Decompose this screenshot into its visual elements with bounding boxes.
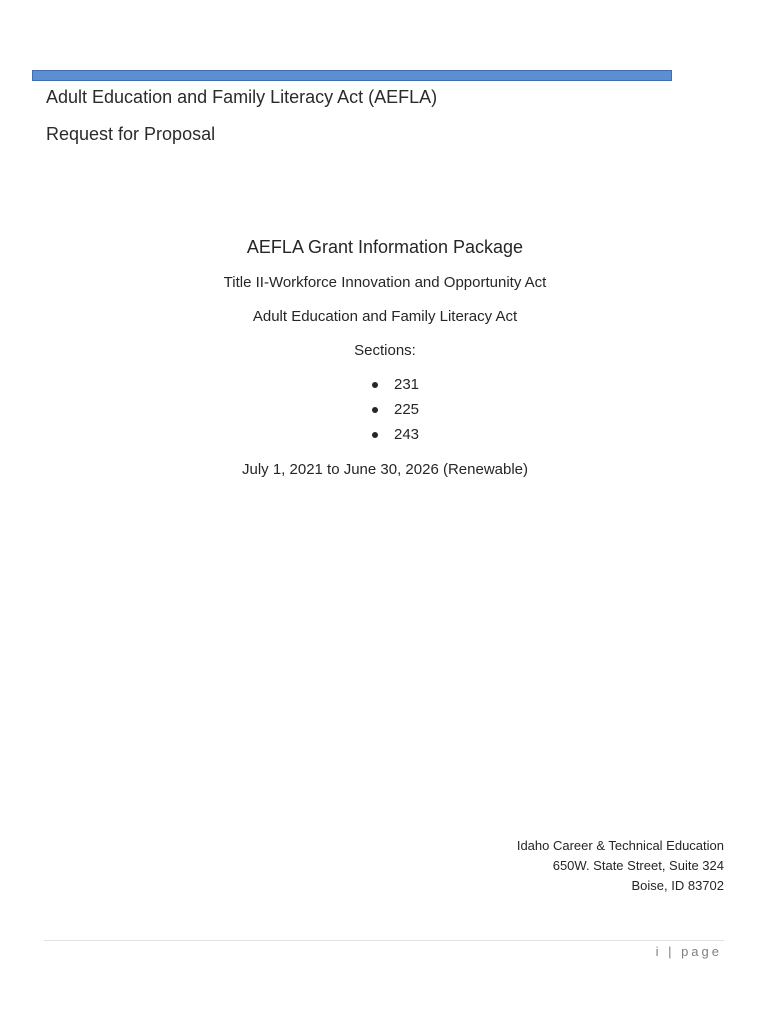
sections-label: Sections:: [354, 342, 416, 359]
section-number: 225: [394, 401, 420, 418]
header-accent-bar: [32, 70, 672, 81]
page-number: i | page: [655, 944, 722, 959]
act-name-line: Adult Education and Family Literacy Act: [252, 308, 518, 325]
document-title: Adult Education and Family Literacy Act (AEFLA): [46, 87, 438, 107]
list-item: [372, 401, 419, 426]
package-title: AEFLA Grant Information Package: [246, 237, 524, 257]
bullet-icon: [372, 432, 378, 438]
address-city: Boise, ID 83702: [631, 878, 724, 893]
act-title-line: Title II-Workforce Innovation and Opportunity Act: [223, 274, 547, 291]
section-number: 231: [394, 376, 420, 393]
footer-divider: [44, 940, 724, 941]
list-item: [372, 426, 419, 451]
document-subtitle: Request for Proposal: [46, 124, 216, 144]
list-item: [372, 376, 419, 401]
section-number: 243: [394, 426, 420, 443]
address-organization: Idaho Career & Technical Education: [516, 838, 724, 853]
sections-list: [372, 376, 419, 451]
bullet-icon: [372, 382, 378, 388]
bullet-icon: [372, 407, 378, 413]
address-street: 650W. State Street, Suite 324: [552, 858, 724, 873]
address-block: [517, 836, 724, 896]
grant-period: July 1, 2021 to June 30, 2026 (Renewable): [241, 461, 529, 478]
